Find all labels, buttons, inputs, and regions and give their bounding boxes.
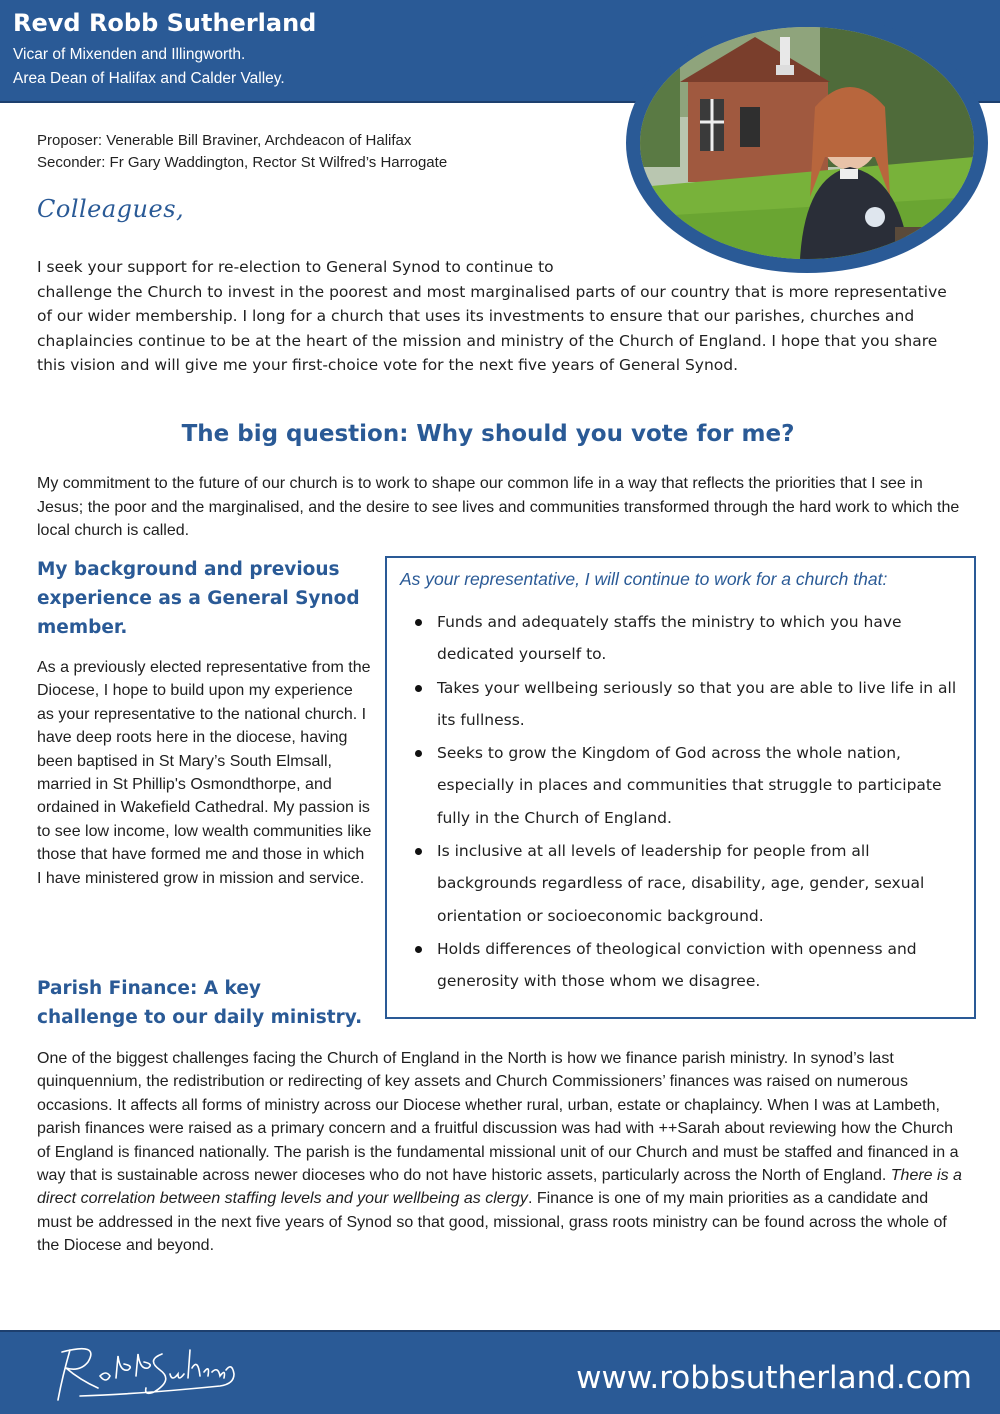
candidate-role-2: Area Dean of Halifax and Calder Valley. <box>13 70 285 87</box>
pledges-list <box>401 606 961 999</box>
intro-first-line: I seek your support for re-election to General Synod to continue to <box>37 258 554 276</box>
finance-text-italic: There is a direct correlation between staffing levels and your wellbeing as clergy <box>37 1167 962 1208</box>
candidate-role-1: Vicar of Mixenden and Illingworth. <box>13 46 246 63</box>
proposer-line: Proposer: Venerable Bill Braviner, Archdeacon of Halifax <box>37 132 412 149</box>
intro-rest: challenge the Church to invest in the poorest and most marginalised parts of our country that is more representative of our wider membership. I long for a church that uses its investments to ensure that our parishes, churches and chaplaincies continue to be at the heart of the mission and ministry of the Church of England. I hope that you share this vision and will give me your first-choice vote for the next five years of General Synod. <box>37 282 947 374</box>
pledge-item: Funds and adequately staffs the ministry to which you have dedicated yourself to. <box>401 606 961 671</box>
commitment-paragraph: My commitment to the future of our church is to work to shape our common life in a way that reflects the priorities that I see in Jesus; the poor and the marginalised, and the desire to see lives and communities transformed through the hard work to which the local church is called. <box>37 475 960 539</box>
background-heading: My background and previous experience as a General Synod member. <box>37 559 360 638</box>
parish-finance-heading: Parish Finance: A key challenge to our daily ministry. <box>37 978 363 1028</box>
nominations <box>37 130 447 174</box>
pledge-item: Takes your wellbeing seriously so that you are able to live life in all its fullness. <box>401 672 961 737</box>
greeting: Colleagues, <box>37 195 185 223</box>
background-paragraph: As a previously elected representative from the Diocese, I hope to build upon my experience as your representative to the national church. I have deep roots here in the diocese, having been baptised in St Mary’s South Elmsall, married in St Phillip's Osmondthorpe, and ordained in Wakefield Cathedral. My passion is to see low income, low wealth communities like those that have formed me and those in which I have ministered grow in mission and service. <box>37 659 372 887</box>
seconder-line: Seconder: Fr Gary Waddington, Rector St Wilfred’s Harrogate <box>37 154 448 171</box>
church-portrait-image <box>640 27 974 259</box>
intro-paragraph <box>37 255 947 378</box>
footer-divider <box>0 1330 1000 1332</box>
parish-finance-paragraph <box>37 1047 967 1258</box>
candidate-name: Revd Robb Sutherland <box>13 9 317 37</box>
finance-text-2: . Finance is one of my main priorities as a candidate and must be addressed in the next five years of Synod so that good, missional, grass roots ministry can be found across the whole of the Diocese and beyond. <box>37 1190 947 1255</box>
candidate-photo-frame <box>626 13 988 273</box>
pledge-item: Seeks to grow the Kingdom of God across the whole nation, especially in places and communities that struggle to participate fully in the Church of England. <box>401 737 961 834</box>
finance-text-1: One of the biggest challenges facing the Church of England in the North is how we finance parish ministry. In synod’s last quinquennium, the redistribution or redirecting of key assets and Church Commissioners’ finances was raised on numerous occasions. It affects all forms of ministry across our Diocese whether rural, urban, estate or chaplaincy. When I was at Lambeth, parish finances were raised as a primary concern and a fruitful discussion was had with ++Sarah about reviewing how the Church of England is financed nationally. The parish is the fundamental missional unit of our Church and must be staffed and financed in a way that is sustainable across newer dioceses who do not have historic assets, particularly across the North of England. <box>37 1050 959 1185</box>
website-link[interactable]: www.robbsutherland.com <box>576 1360 972 1396</box>
representative-pledges-box <box>385 556 976 1019</box>
pledge-item: Holds differences of theological conviction with openness and generosity with those whom we disagree. <box>401 933 961 998</box>
pledge-item: Is inclusive at all levels of leadership for people from all backgrounds regardless of race, disability, age, gender, sexual orientation or socioeconomic background. <box>401 835 961 932</box>
candidate-photo <box>640 27 974 259</box>
big-question-heading: The big question: Why should you vote for me? <box>181 421 795 447</box>
pledges-heading: As your representative, I will continue to work for a church that: <box>400 569 888 589</box>
signature-image <box>40 1338 240 1408</box>
